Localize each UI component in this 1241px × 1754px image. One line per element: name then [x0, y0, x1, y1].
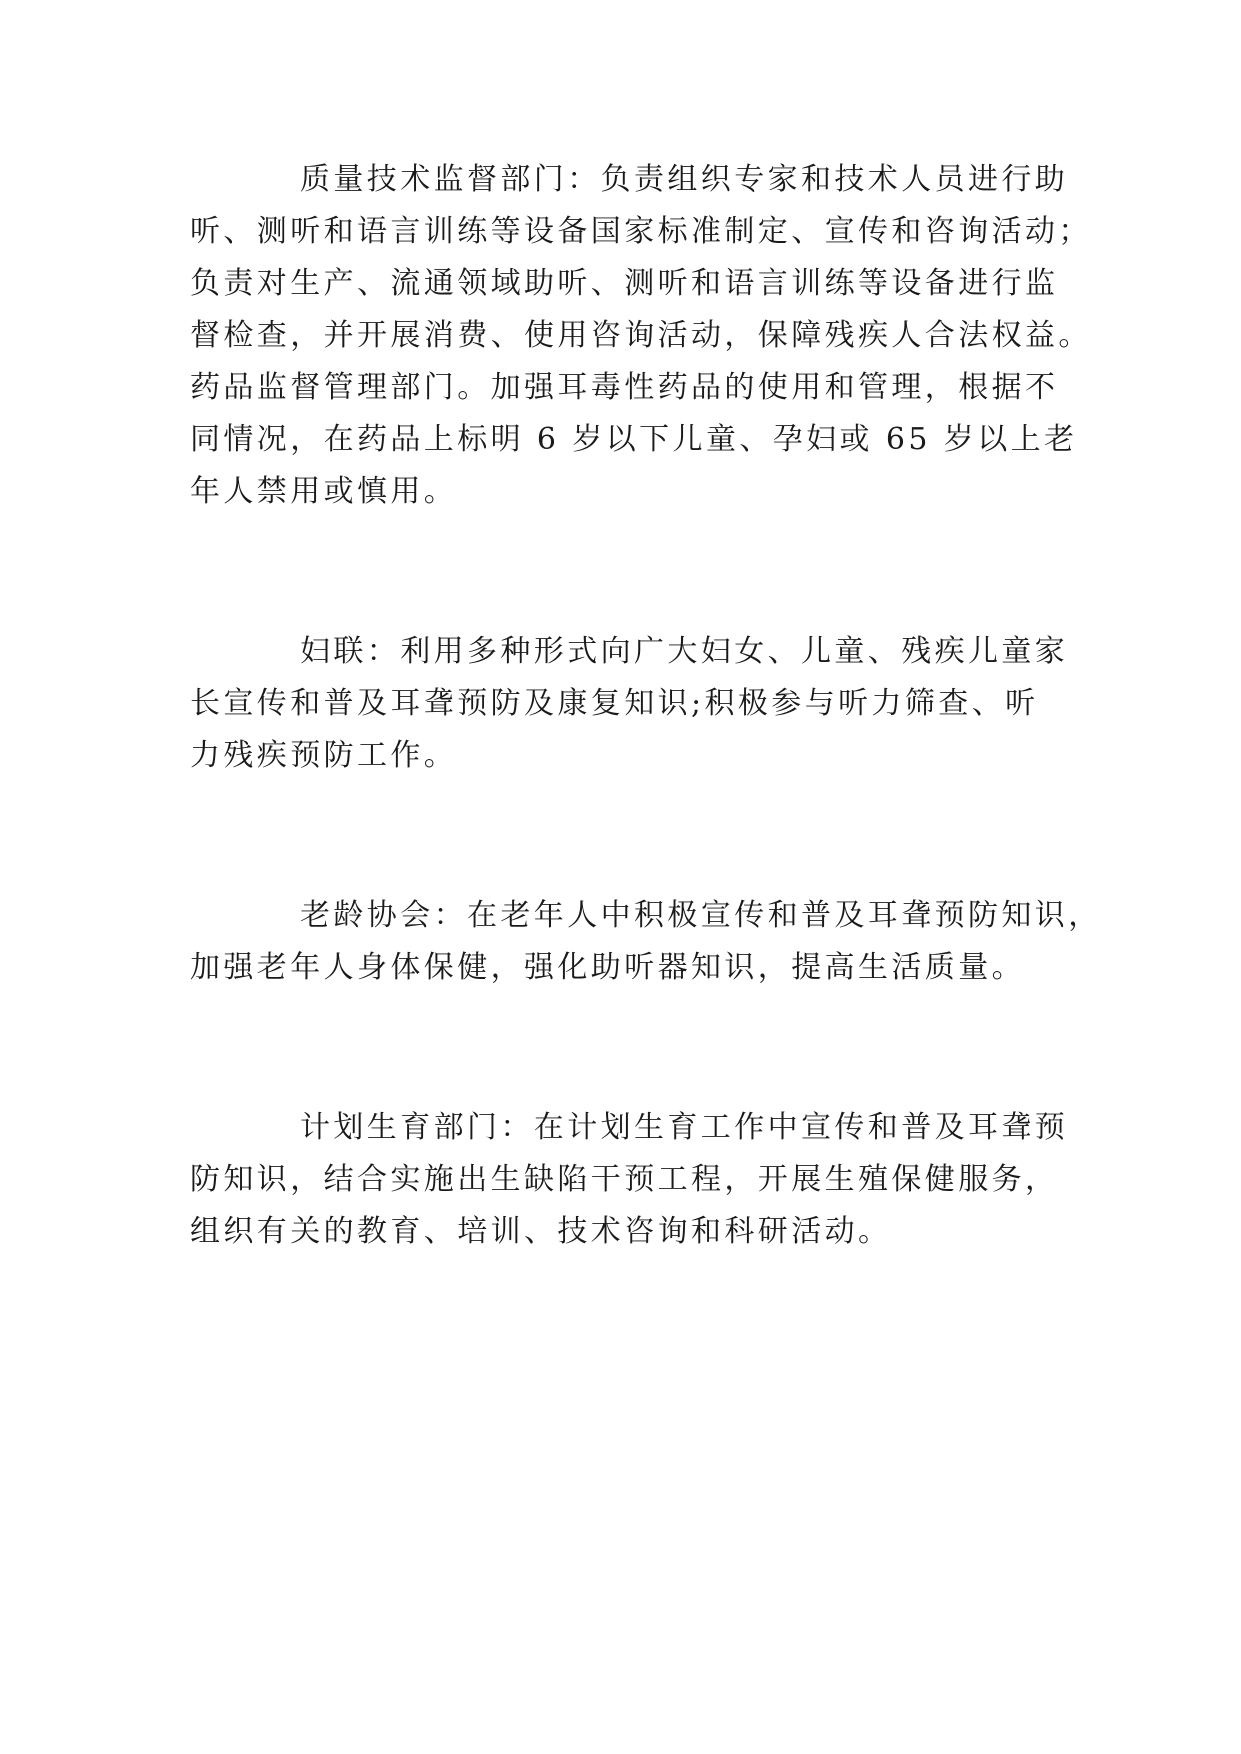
paragraph-line: 妇联：利用多种形式向广大妇女、儿童、残疾儿童家	[300, 634, 1069, 669]
paragraph-line: 组织有关的教育、培训、技术咨询和科研活动。	[190, 1214, 892, 1249]
paragraph-line: 长宣传和普及耳聋预防及康复知识;积极参与听力筛查、听	[190, 686, 1039, 721]
paragraph-line: 年人禁用或慎用。	[190, 474, 458, 509]
paragraph-line: 同情况，在药品上标明 6 岁以下儿童、孕妇或 65 岁以上老	[190, 422, 1078, 457]
paragraph-line: 药品监督管理部门。加强耳毒性药品的使用和管理，根据不	[190, 370, 1059, 405]
paragraph-line: 老龄协会：在老年人中积极宣传和普及耳聋预防知识，	[300, 898, 1102, 933]
paragraph-line: 督检查，并开展消费、使用咨询活动，保障残疾人合法权益。	[190, 318, 1092, 353]
paragraph-line: 计划生育部门：在计划生育工作中宣传和普及耳聋预	[300, 1110, 1069, 1145]
paragraph-line: 负责对生产、流通领域助听、测听和语言训练等设备进行监	[190, 266, 1059, 301]
paragraph-line: 防知识，结合实施出生缺陷干预工程，开展生殖保健服务，	[190, 1162, 1059, 1197]
paragraph-line: 加强老年人身体保健，强化助听器知识，提高生活质量。	[190, 950, 1025, 985]
paragraph-line: 力残疾预防工作。	[190, 738, 458, 773]
paragraph-line: 质量技术监督部门：负责组织专家和技术人员进行助	[300, 162, 1069, 197]
paragraph-line: 听、测听和语言训练等设备国家标准制定、宣传和咨询活动；	[190, 214, 1092, 249]
